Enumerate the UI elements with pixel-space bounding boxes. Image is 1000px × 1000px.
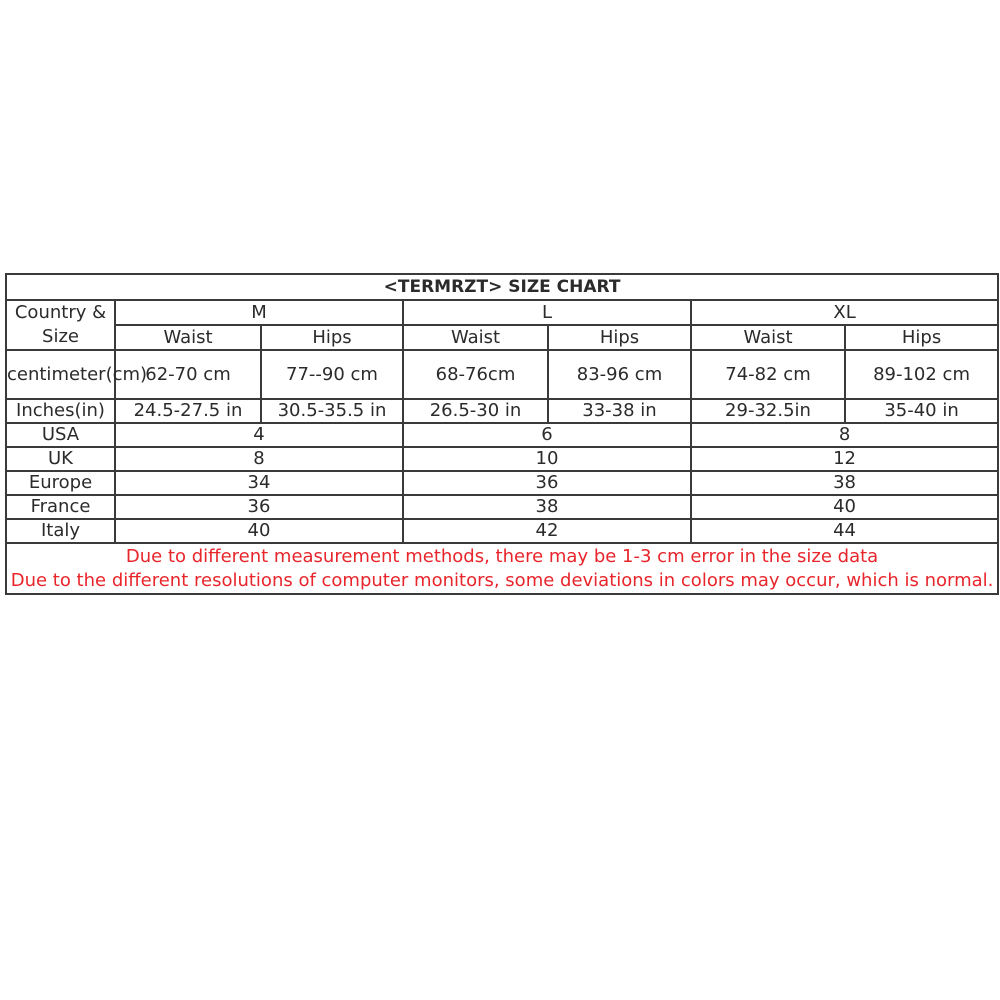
in-waist-m: 24.5-27.5 in (115, 399, 261, 423)
cm-waist-m: 62-70 cm (115, 350, 261, 399)
in-hips-l: 33-38 in (548, 399, 691, 423)
centimeter-label: centimeter(cm) (6, 350, 115, 399)
notes-cell (6, 543, 998, 594)
size-header-l: L (403, 300, 691, 325)
country-italy: Italy (6, 519, 115, 543)
waist-header-m: Waist (115, 325, 261, 350)
usa-size-m: 4 (115, 423, 403, 447)
in-hips-xl: 35-40 in (845, 399, 998, 423)
waist-header-l: Waist (403, 325, 548, 350)
note-color-deviation: Due to the different resolutions of computer monitors, some deviations in colors may occur, which is normal. (10, 569, 994, 591)
cm-waist-l: 68-76cm (403, 350, 548, 399)
europe-size-xl: 38 (691, 471, 998, 495)
italy-size-l: 42 (403, 519, 691, 543)
country-france: France (6, 495, 115, 519)
france-size-m: 36 (115, 495, 403, 519)
waist-header-xl: Waist (691, 325, 845, 350)
cm-hips-m: 77--90 cm (261, 350, 403, 399)
uk-size-l: 10 (403, 447, 691, 471)
in-waist-l: 26.5-30 in (403, 399, 548, 423)
italy-size-m: 40 (115, 519, 403, 543)
in-waist-xl: 29-32.5in (691, 399, 845, 423)
europe-size-m: 34 (115, 471, 403, 495)
chart-title: <TERMRZT> SIZE CHART (6, 274, 998, 300)
europe-size-l: 36 (403, 471, 691, 495)
hips-header-m: Hips (261, 325, 403, 350)
country-size-header: Country & Size (6, 300, 115, 350)
note-measurement-error: Due to different measurement methods, there may be 1-3 cm error in the size data (125, 545, 879, 567)
usa-size-l: 6 (403, 423, 691, 447)
uk-size-m: 8 (115, 447, 403, 471)
inches-label: Inches(in) (6, 399, 115, 423)
hips-header-xl: Hips (845, 325, 998, 350)
hips-header-l: Hips (548, 325, 691, 350)
in-hips-m: 30.5-35.5 in (261, 399, 403, 423)
france-size-xl: 40 (691, 495, 998, 519)
usa-size-xl: 8 (691, 423, 998, 447)
france-size-l: 38 (403, 495, 691, 519)
size-chart-container (5, 273, 997, 595)
country-uk: UK (6, 447, 115, 471)
country-usa: USA (6, 423, 115, 447)
size-header-m: M (115, 300, 403, 325)
cm-waist-xl: 74-82 cm (691, 350, 845, 399)
country-europe: Europe (6, 471, 115, 495)
italy-size-xl: 44 (691, 519, 998, 543)
size-header-xl: XL (691, 300, 998, 325)
size-chart-table (5, 273, 999, 595)
cm-hips-xl: 89-102 cm (845, 350, 998, 399)
uk-size-xl: 12 (691, 447, 998, 471)
cm-hips-l: 83-96 cm (548, 350, 691, 399)
